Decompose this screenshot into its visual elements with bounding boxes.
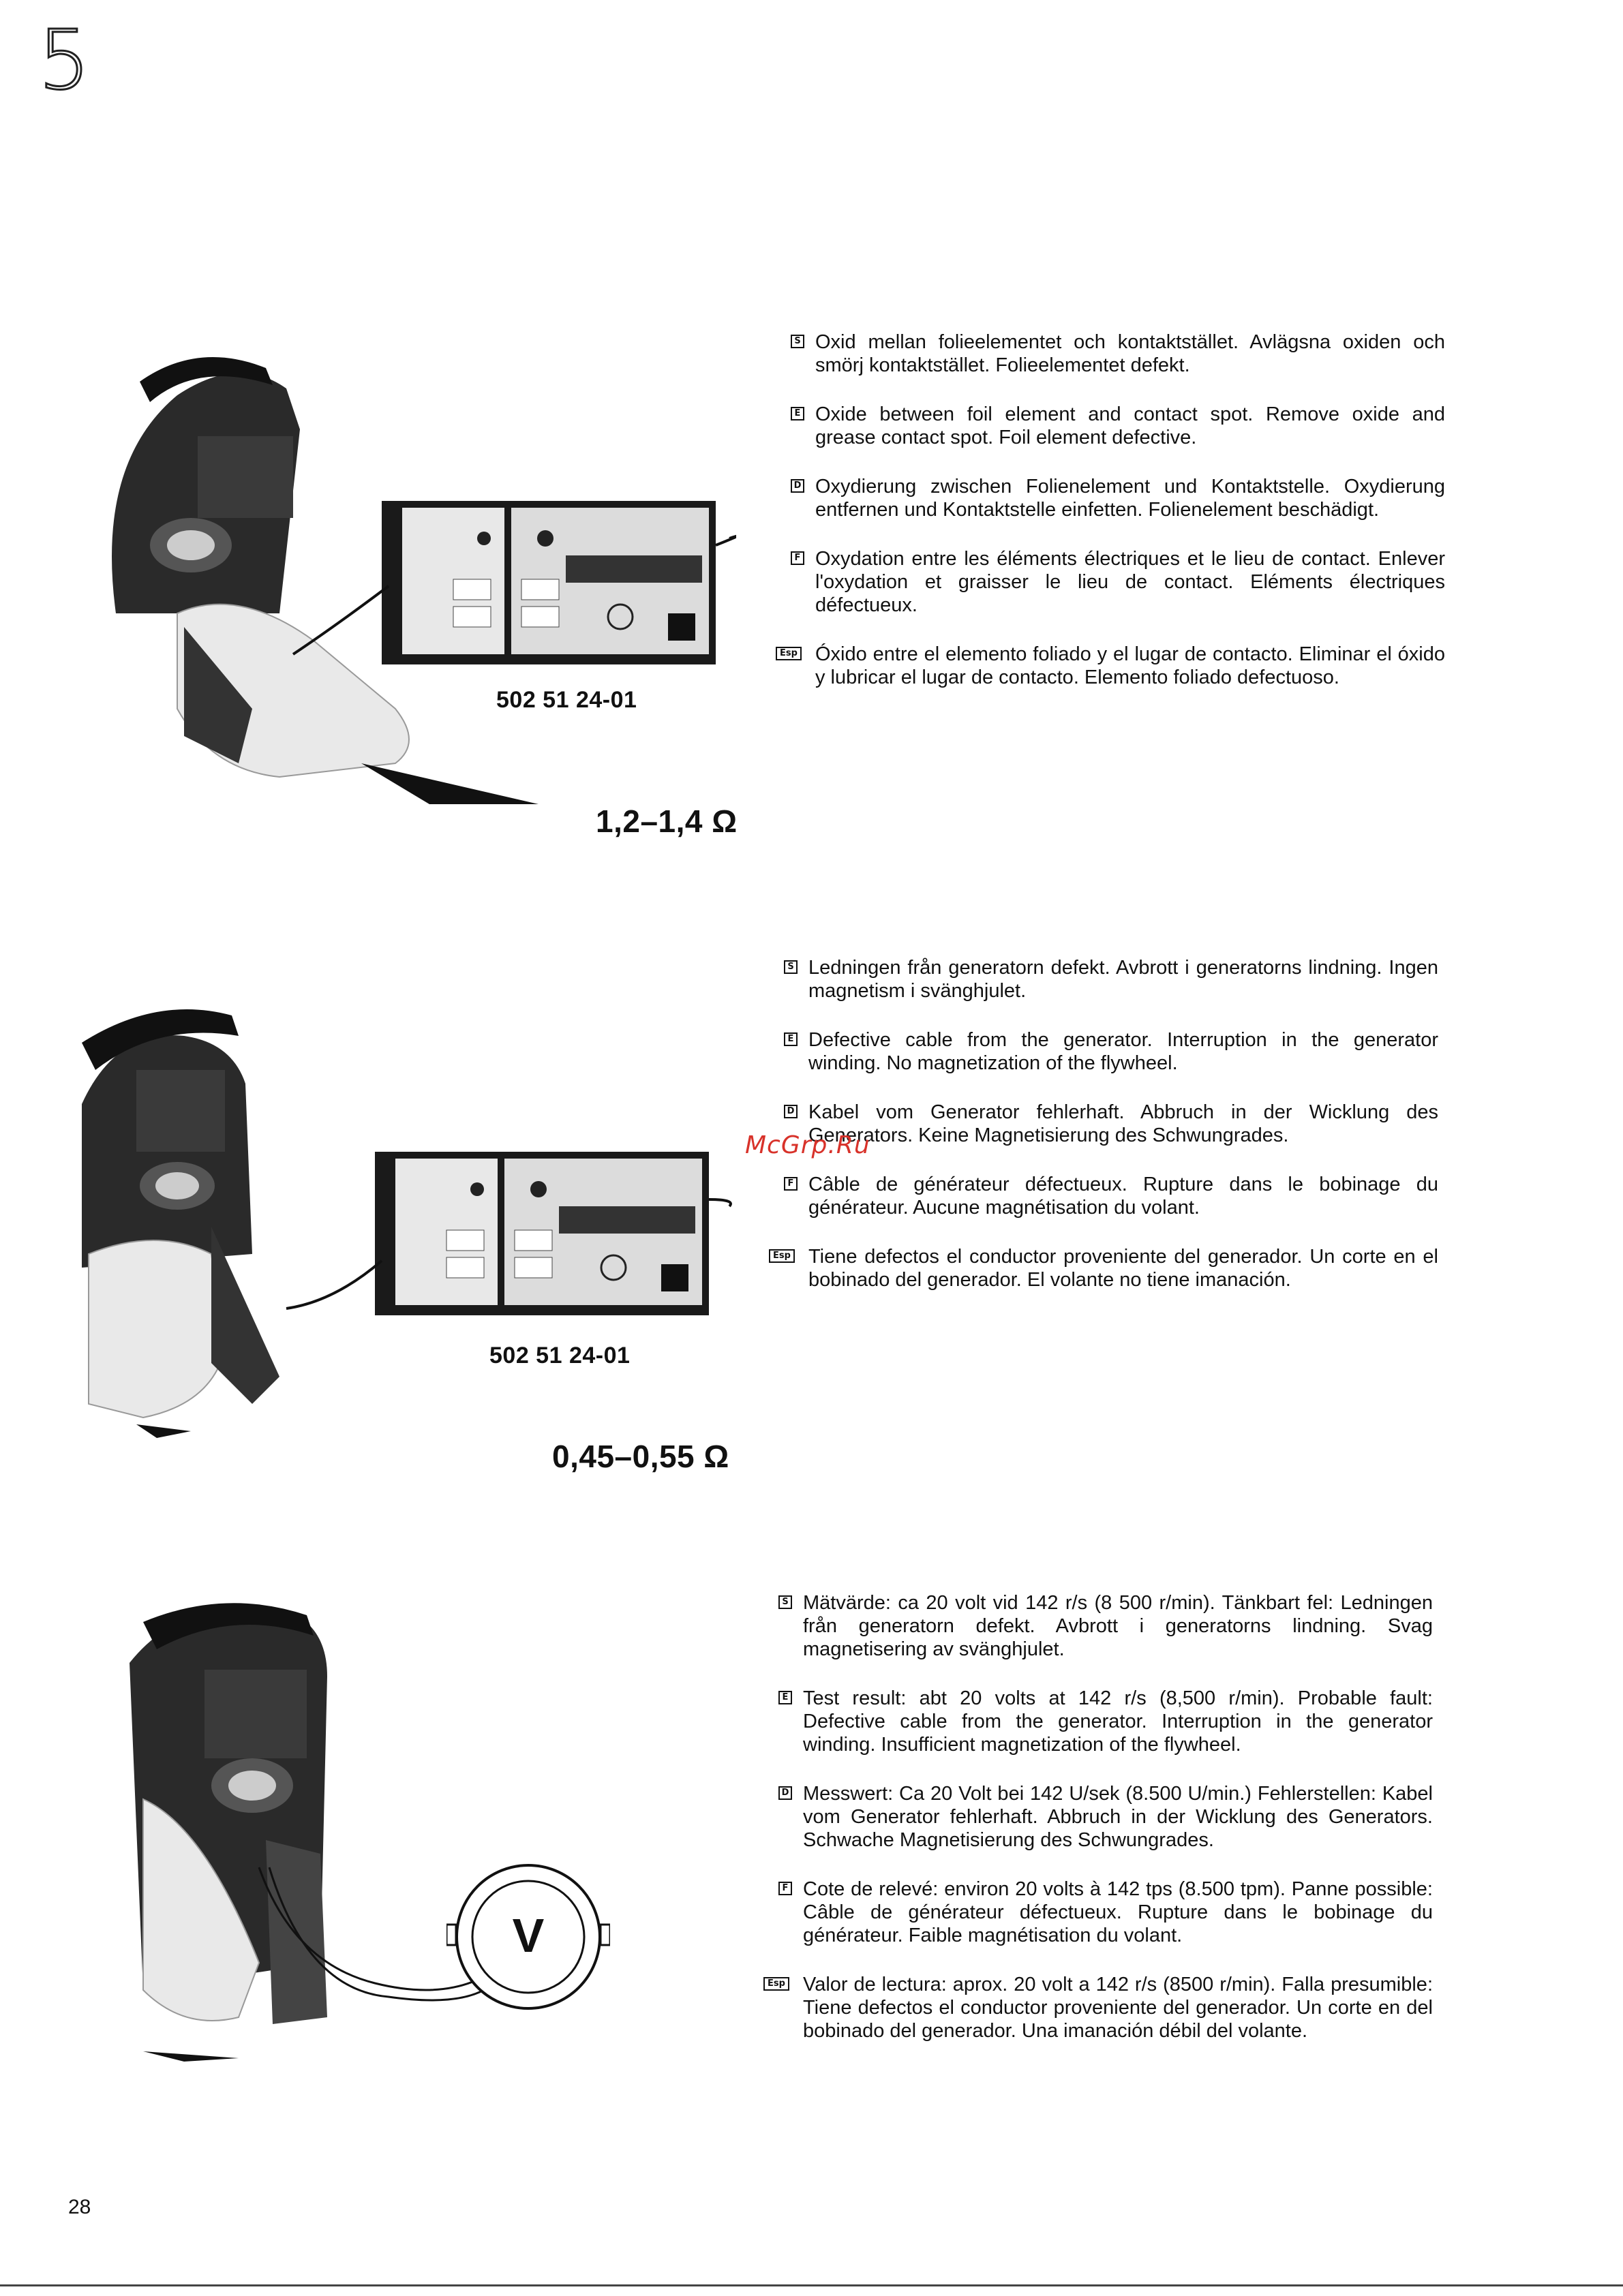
lang-text: Defective cable from the generator. Interruption in the generator winding. No magnetization of the flywheel. xyxy=(808,1029,1438,1074)
resistance-reading-2: 0,45–0,55 Ω xyxy=(552,1439,729,1474)
text-block-1 xyxy=(780,331,1445,689)
text-block-3 xyxy=(768,1591,1433,2042)
lang-item-s xyxy=(791,331,1445,377)
lang-item-s xyxy=(778,1591,1433,1661)
lang-item-e xyxy=(791,403,1445,449)
section-number: 5 xyxy=(38,14,91,108)
lang-item-e xyxy=(778,1687,1433,1756)
lang-item-f xyxy=(778,1878,1433,1947)
lang-item-esp xyxy=(773,1245,1438,1291)
lang-d-icon: D xyxy=(784,1105,798,1118)
lang-text: Messwert: Ca 20 Volt bei 142 U/sek (8.500 U/min.) Fehlerstellen: Kabel vom Generator fehlerhaft. Abbruch in der Wicklung des Generators. Schwache Magnetisierung des Schwungrades. xyxy=(803,1783,1433,1851)
lang-esp-icon: Esp xyxy=(769,1249,795,1263)
lang-d-icon: D xyxy=(778,1786,792,1800)
lang-text: Kabel vom Generator fehlerhaft. Abbruch in der Wicklung des Generators. Keine Magnetisierung des Schwungrades. xyxy=(808,1101,1438,1146)
lang-e-icon: E xyxy=(784,1032,798,1046)
lang-text: Valor de lectura: aprox. 20 volt a 142 r/s (8500 r/min). Falla presumible: Tiene defectos el conductor proveniente del generador. Un corte en del bobinado del generador. Una imanación débil del volante. xyxy=(803,1974,1433,2042)
lang-text: Cote de relevé: environ 20 volts à 142 tps (8.500 tpm). Panne possible: Câble de générateur défectueux. Rupture dans le bobinage du générateur. Faible magnétisation du volant. xyxy=(803,1878,1433,1946)
lang-text: Óxido entre el elemento foliado y el lugar de contacto. Eliminar el óxido y lubricar el lugar de contacto. Elemento foliado defectuoso. xyxy=(815,643,1445,688)
lang-esp-icon: Esp xyxy=(776,647,802,660)
watermark: McGrp.Ru xyxy=(745,1131,870,1159)
lang-s-icon: S xyxy=(791,335,804,348)
lang-item-esp xyxy=(780,643,1445,689)
lang-text: Test result: abt 20 volts at 142 r/s (8,500 r/min). Probable fault: Defective cable from the generator. Interruption in the generator winding. Insufficient magnetization of the flywheel. xyxy=(803,1687,1433,1756)
lang-item-d xyxy=(791,475,1445,521)
lang-text: Oxid mellan folieelementet och kontaktstället. Avlägsna oxiden och smörj kontaktstället. Folieelementet defekt. xyxy=(815,331,1445,376)
lang-f-icon: F xyxy=(778,1882,792,1895)
lang-text: Tiene defectos el conductor proveniente del generador. Un corte en el bobinado del generador. El volante no tiene imanación. xyxy=(808,1246,1438,1291)
text-block-2 xyxy=(773,956,1438,1291)
photo-chainsaw-tester-2 xyxy=(75,968,736,1445)
lang-text: Ledningen från generatorn defekt. Avbrott i generatorns lindning. Ingen magnetism i svänghjulet. xyxy=(808,957,1438,1002)
voltmeter-dial xyxy=(446,1855,610,2019)
chainsaw-tester-illustration xyxy=(75,968,736,1445)
chainsaw-tester-illustration xyxy=(75,327,736,804)
lang-item-e xyxy=(784,1028,1438,1075)
lang-d-icon: D xyxy=(791,479,804,493)
lang-s-icon: S xyxy=(784,960,798,974)
part-number-2: 502 51 24-01 xyxy=(489,1343,631,1368)
resistance-reading-1: 1,2–1,4 Ω xyxy=(596,803,738,839)
lang-item-esp xyxy=(768,1973,1433,2042)
lang-f-icon: F xyxy=(791,551,804,565)
lang-item-d xyxy=(784,1101,1438,1147)
bottom-rule xyxy=(0,2284,1623,2286)
lang-text: Câble de générateur défectueux. Rupture dans le bobinage du générateur. Aucune magnétisation du volant. xyxy=(808,1174,1438,1219)
lang-item-f xyxy=(791,547,1445,617)
lang-text: Oxydierung zwischen Folienelement und Kontaktstelle. Oxydierung entfernen und Kontaktstelle einfetten. Folienelement beschädigt. xyxy=(815,476,1445,521)
lang-e-icon: E xyxy=(791,407,804,420)
lang-text: Mätvärde: ca 20 volt vid 142 r/s (8 500 r/min). Tänkbart fel: Ledningen från generatorn defekt. Avbrott i generatorns lindning. Svag magnetisering av svänghjulet. xyxy=(803,1592,1433,1660)
lang-text: Oxide between foil element and contact spot. Remove oxide and grease contact spot. Foil element defective. xyxy=(815,403,1445,448)
lang-f-icon: F xyxy=(784,1177,798,1191)
lang-e-icon: E xyxy=(778,1691,792,1704)
photo-chainsaw-tester-1 xyxy=(75,327,736,804)
voltmeter-label: V xyxy=(512,1909,545,1962)
lang-text: Oxydation entre les éléments électriques et le lieu de contact. Enlever l'oxydation et graisser le lieu de contact. Eléments électriques défectueux. xyxy=(815,548,1445,616)
lang-esp-icon: Esp xyxy=(763,1977,789,1991)
lang-item-s xyxy=(784,956,1438,1002)
lang-item-f xyxy=(784,1173,1438,1219)
page-number: 28 xyxy=(68,2196,91,2218)
lang-item-d xyxy=(778,1782,1433,1852)
lang-s-icon: S xyxy=(778,1595,792,1609)
part-number-1: 502 51 24-01 xyxy=(496,687,637,713)
